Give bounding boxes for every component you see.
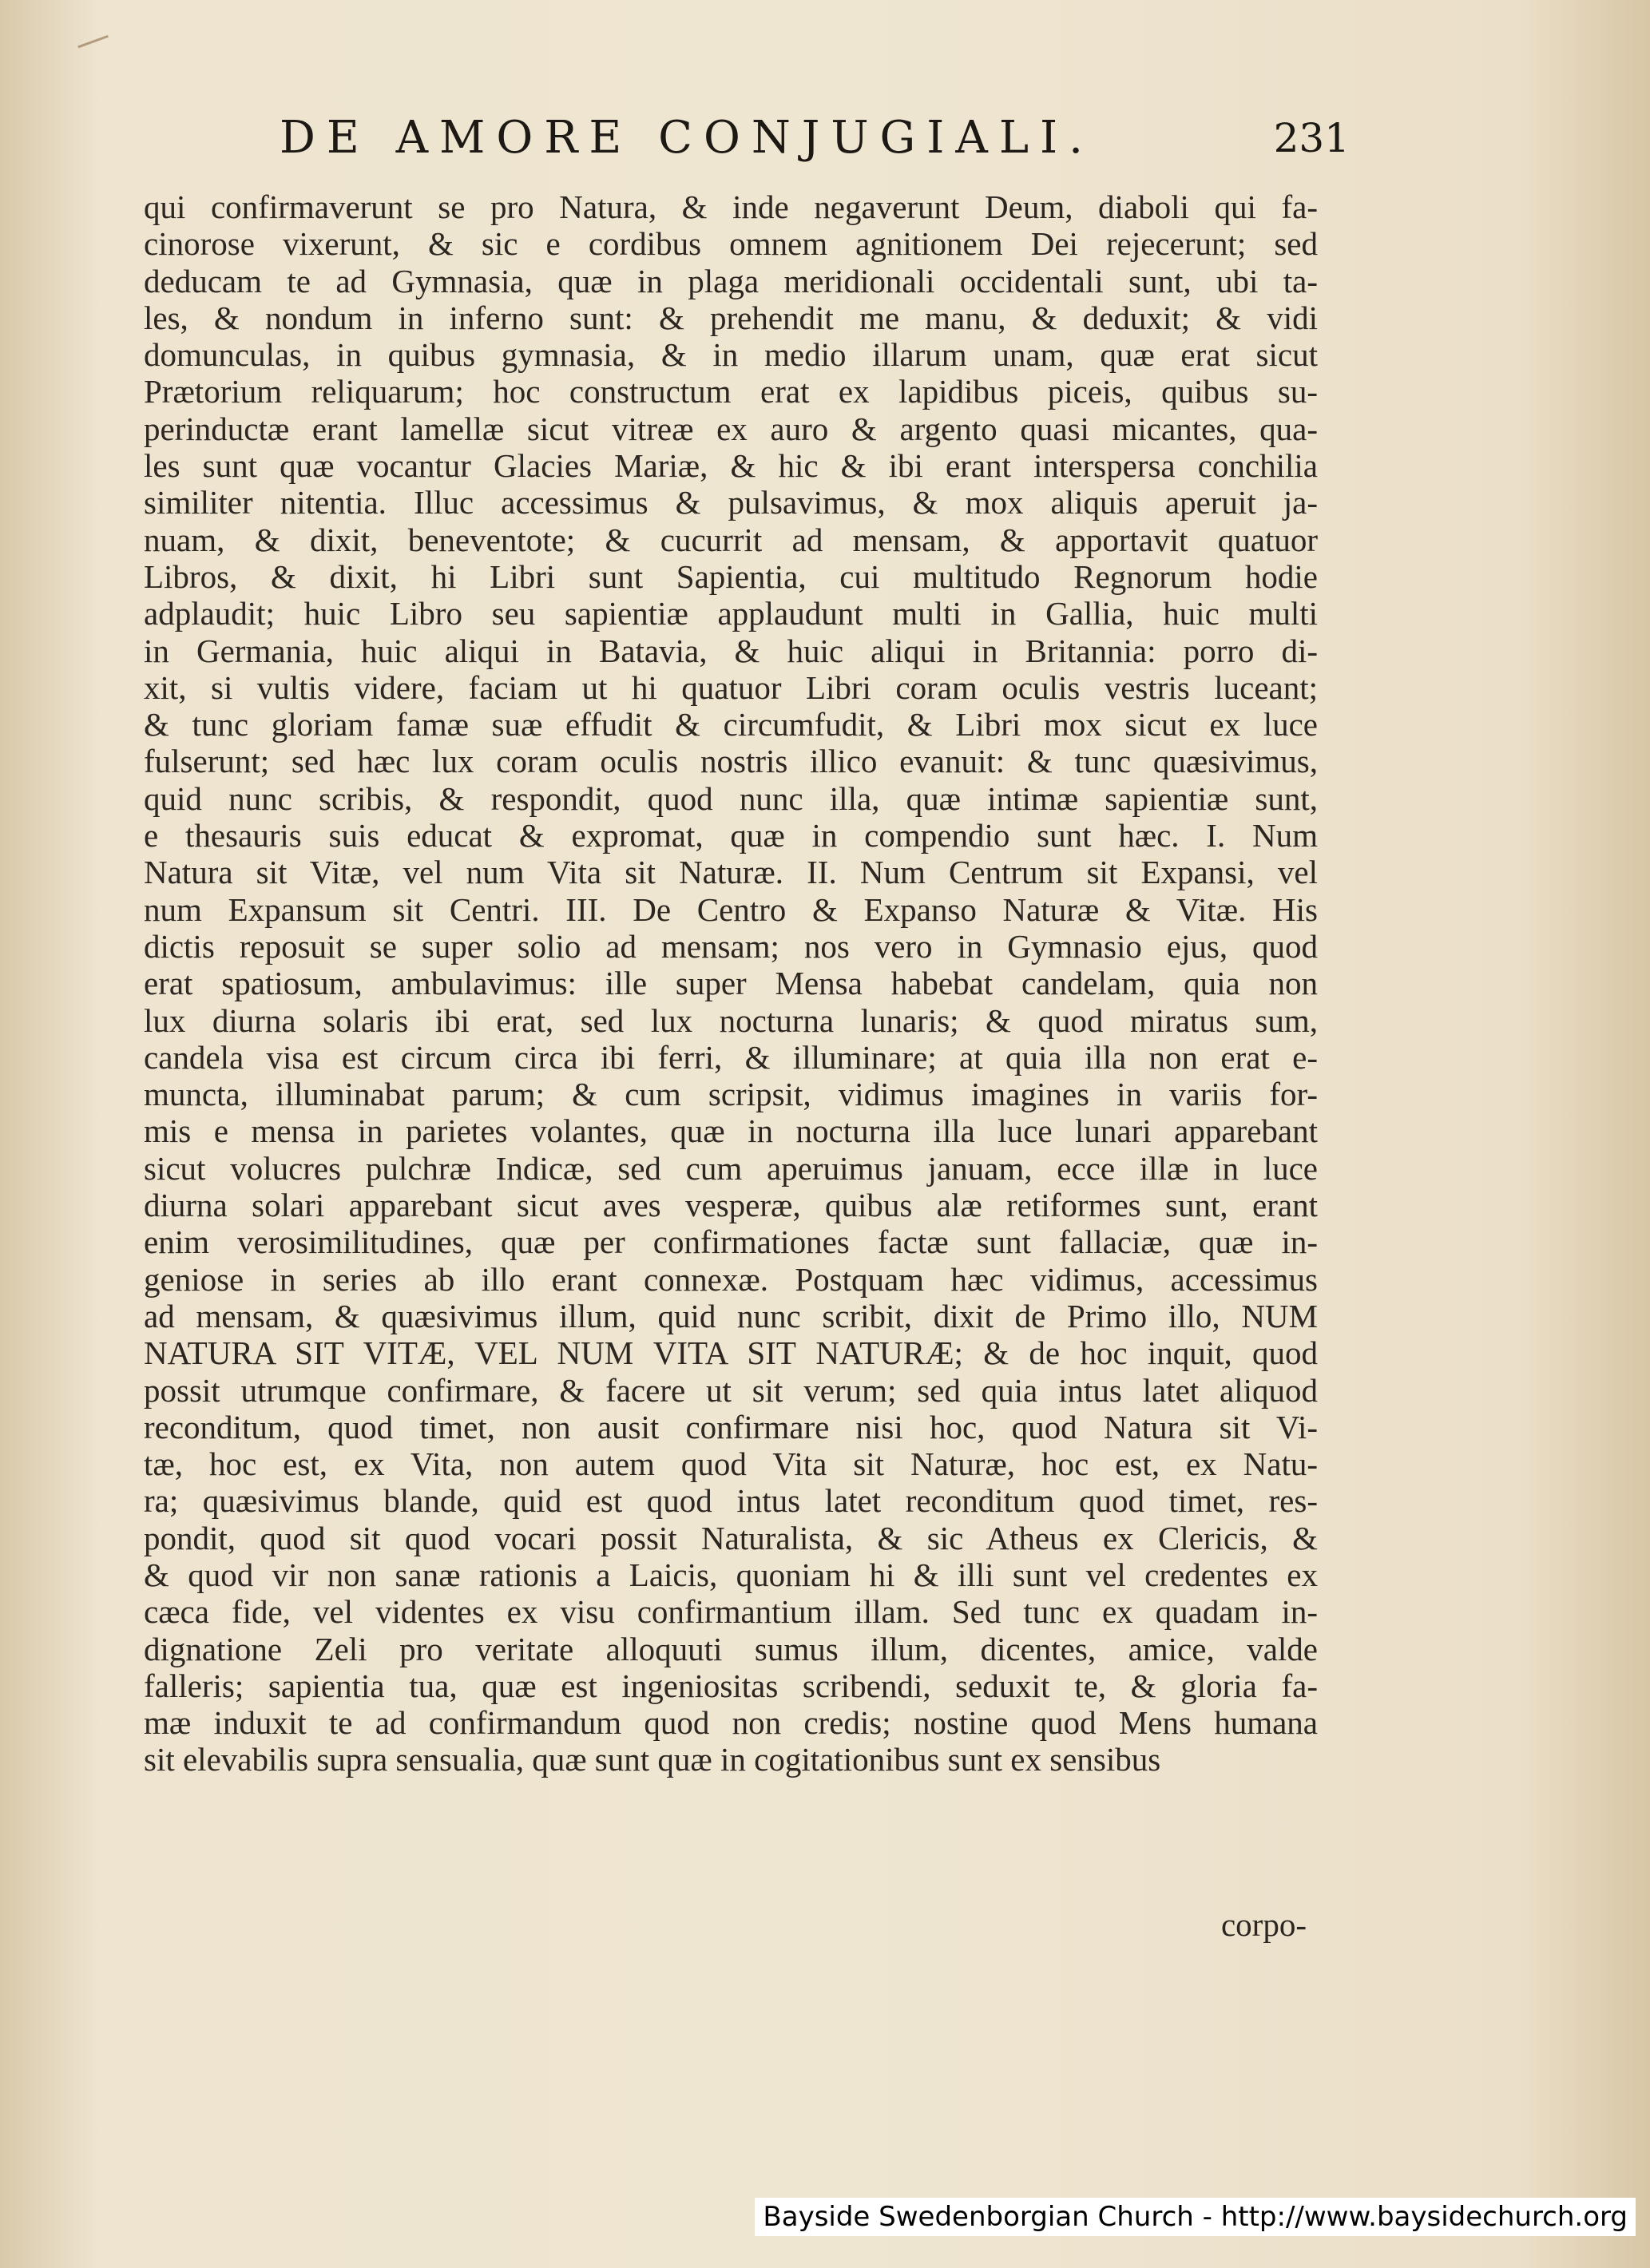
text-line: & quod vir non sanæ rationis a Laicis, quoniam hi & illi sunt vel credentes ex bbox=[144, 1556, 1318, 1593]
footer-credit: Bayside Swedenborgian Church - http://www.baysidechurch.org bbox=[755, 2198, 1636, 2236]
page-number: 231 bbox=[1273, 115, 1350, 161]
body-text bbox=[144, 188, 1318, 1778]
text-line: Natura sit Vitæ, vel num Vita sit Naturæ. II. Num Centrum sit Expansi, vel bbox=[144, 854, 1318, 891]
text-line: possit utrumque confirmare, & facere ut sit verum; sed quia intus latet aliquod bbox=[144, 1371, 1318, 1409]
text-line: lux diurna solaris ibi erat, sed lux nocturna lunaris; & quod miratus sum, bbox=[144, 1001, 1318, 1039]
catchword: corpo- bbox=[1220, 1906, 1307, 1943]
text-line: e thesauris suis educat & expromat, quæ in compendio sunt hæc. I. Num bbox=[144, 817, 1318, 854]
text-line: similiter nitentia. Illuc accessimus & pulsavimus, & mox aliquis aperuit ja- bbox=[144, 484, 1318, 521]
text-line: & tunc gloriam famæ suæ effudit & circumfudit, & Libri mox sicut ex luce bbox=[144, 706, 1318, 743]
text-line: mis e mensa in parietes volantes, quæ in nocturna illa luce lunari apparebant bbox=[144, 1112, 1318, 1150]
text-line: reconditum, quod timet, non ausit confirmare nisi hoc, quod Natura sit Vi- bbox=[144, 1408, 1318, 1445]
text-line: Prætorium reliquarum; hoc constructum erat ex lapidibus piceis, quibus su- bbox=[144, 373, 1318, 410]
text-line: tæ, hoc est, ex Vita, non autem quod Vita sit Naturæ, hoc est, ex Natu- bbox=[144, 1445, 1318, 1483]
ink-stain bbox=[77, 35, 113, 63]
text-line: falleris; sapientia tua, quæ est ingeniositas scribendi, seduxit te, & gloria fa- bbox=[144, 1667, 1318, 1704]
running-title: DE AMORE CONJUGIALI. bbox=[280, 112, 1094, 164]
text-line: perinductæ erant lamellæ sicut vitreæ ex auro & argento quasi micantes, qua- bbox=[144, 410, 1318, 447]
text-line: ra; quæsivimus blande, quid est quod intus latet reconditum quod timet, res- bbox=[144, 1482, 1318, 1520]
text-line: num Expansum sit Centri. III. De Centro & Expanso Naturæ & Vitæ. His bbox=[144, 890, 1318, 928]
text-line: quid nunc scribis, & respondit, quod nunc illa, quæ intimæ sapientiæ sunt, bbox=[144, 779, 1318, 817]
text-line: dictis reposuit se super solio ad mensam; nos vero in Gymnasio ejus, quod bbox=[144, 927, 1318, 965]
text-line: adplaudit; huic Libro seu sapientiæ applaudunt multi in Gallia, huic multi bbox=[144, 595, 1318, 632]
text-line: ad mensam, & quæsivimus illum, quid nunc scribit, dixit de Primo illo, NUM bbox=[144, 1297, 1318, 1334]
text-line: qui confirmaverunt se pro Natura, & inde negaverunt Deum, diaboli qui fa- bbox=[144, 188, 1318, 225]
text-line: pondit, quod sit quod vocari possit Naturalista, & sic Atheus ex Clericis, & bbox=[144, 1519, 1318, 1556]
text-line: erat spatiosum, ambulavimus: ille super Mensa habebat candelam, quia non bbox=[144, 965, 1318, 1002]
text-line: nuam, & dixit, beneventote; & cucurrit ad mensam, & apportavit quatuor bbox=[144, 521, 1318, 558]
text-line: les, & nondum in inferno sunt: & prehendit me manu, & deduxit; & vidi bbox=[144, 299, 1318, 336]
text-line: in Germania, huic aliqui in Batavia, & huic aliqui in Britannia: porro di- bbox=[144, 632, 1318, 669]
text-line: deducam te ad Gymnasia, quæ in plaga meridionali occidentali sunt, ubi ta- bbox=[144, 262, 1318, 299]
text-line: cinorose vixerunt, & sic e cordibus omnem agnitionem Dei rejecerunt; sed bbox=[144, 225, 1318, 263]
text-line: xit, si vultis videre, faciam ut hi quatuor Libri coram oculis vestris luceant; bbox=[144, 668, 1318, 706]
text-line: dignatione Zeli pro veritate alloquuti sumus illum, dicentes, amice, valde bbox=[144, 1630, 1318, 1667]
text-line: diurna solari apparebant sicut aves vesperæ, quibus alæ retiformes sunt, erant bbox=[144, 1187, 1318, 1224]
text-line: sicut volucres pulchræ Indicæ, sed cum aperuimus januam, ecce illæ in luce bbox=[144, 1149, 1318, 1187]
text-line: Libros, & dixit, hi Libri sunt Sapientia, cui multitudo Regnorum hodie bbox=[144, 557, 1318, 595]
text-line: les sunt quæ vocantur Glacies Mariæ, & hic & ibi erant interspersa conchilia bbox=[144, 447, 1318, 485]
text-line: fulserunt; sed hæc lux coram oculis nostris illico evanuit: & tunc quæsivimus, bbox=[144, 743, 1318, 780]
text-line: enim verosimilitudines, quæ per confirmationes factæ sunt fallaciæ, quæ in- bbox=[144, 1223, 1318, 1261]
text-line: sit elevabilis supra sensualia, quæ sunt quæ in cogitationibus sunt ex sensibus bbox=[144, 1741, 1161, 1778]
page-header bbox=[280, 112, 1350, 176]
text-line: cæca fide, vel videntes ex visu confirmantium illam. Sed tunc ex quadam in- bbox=[144, 1593, 1318, 1631]
text-line: mæ induxit te ad confirmandum quod non credis; nostine quod Mens humana bbox=[144, 1704, 1318, 1742]
text-line: NATURA SIT VITÆ, VEL NUM VITA SIT NATURÆ; & de hoc inquit, quod bbox=[144, 1334, 1318, 1372]
text-line: muncta, illuminabat parum; & cum scripsit, vidimus imagines in variis for- bbox=[144, 1076, 1318, 1113]
text-line: domunculas, in quibus gymnasia, & in medio illarum unam, quæ erat sicut bbox=[144, 336, 1318, 374]
text-line: geniose in series ab illo erant connexæ. Postquam hæc vidimus, accessimus bbox=[144, 1260, 1318, 1298]
text-line: candela visa est circum circa ibi ferri, & illuminare; at quia illa non erat e- bbox=[144, 1038, 1318, 1076]
